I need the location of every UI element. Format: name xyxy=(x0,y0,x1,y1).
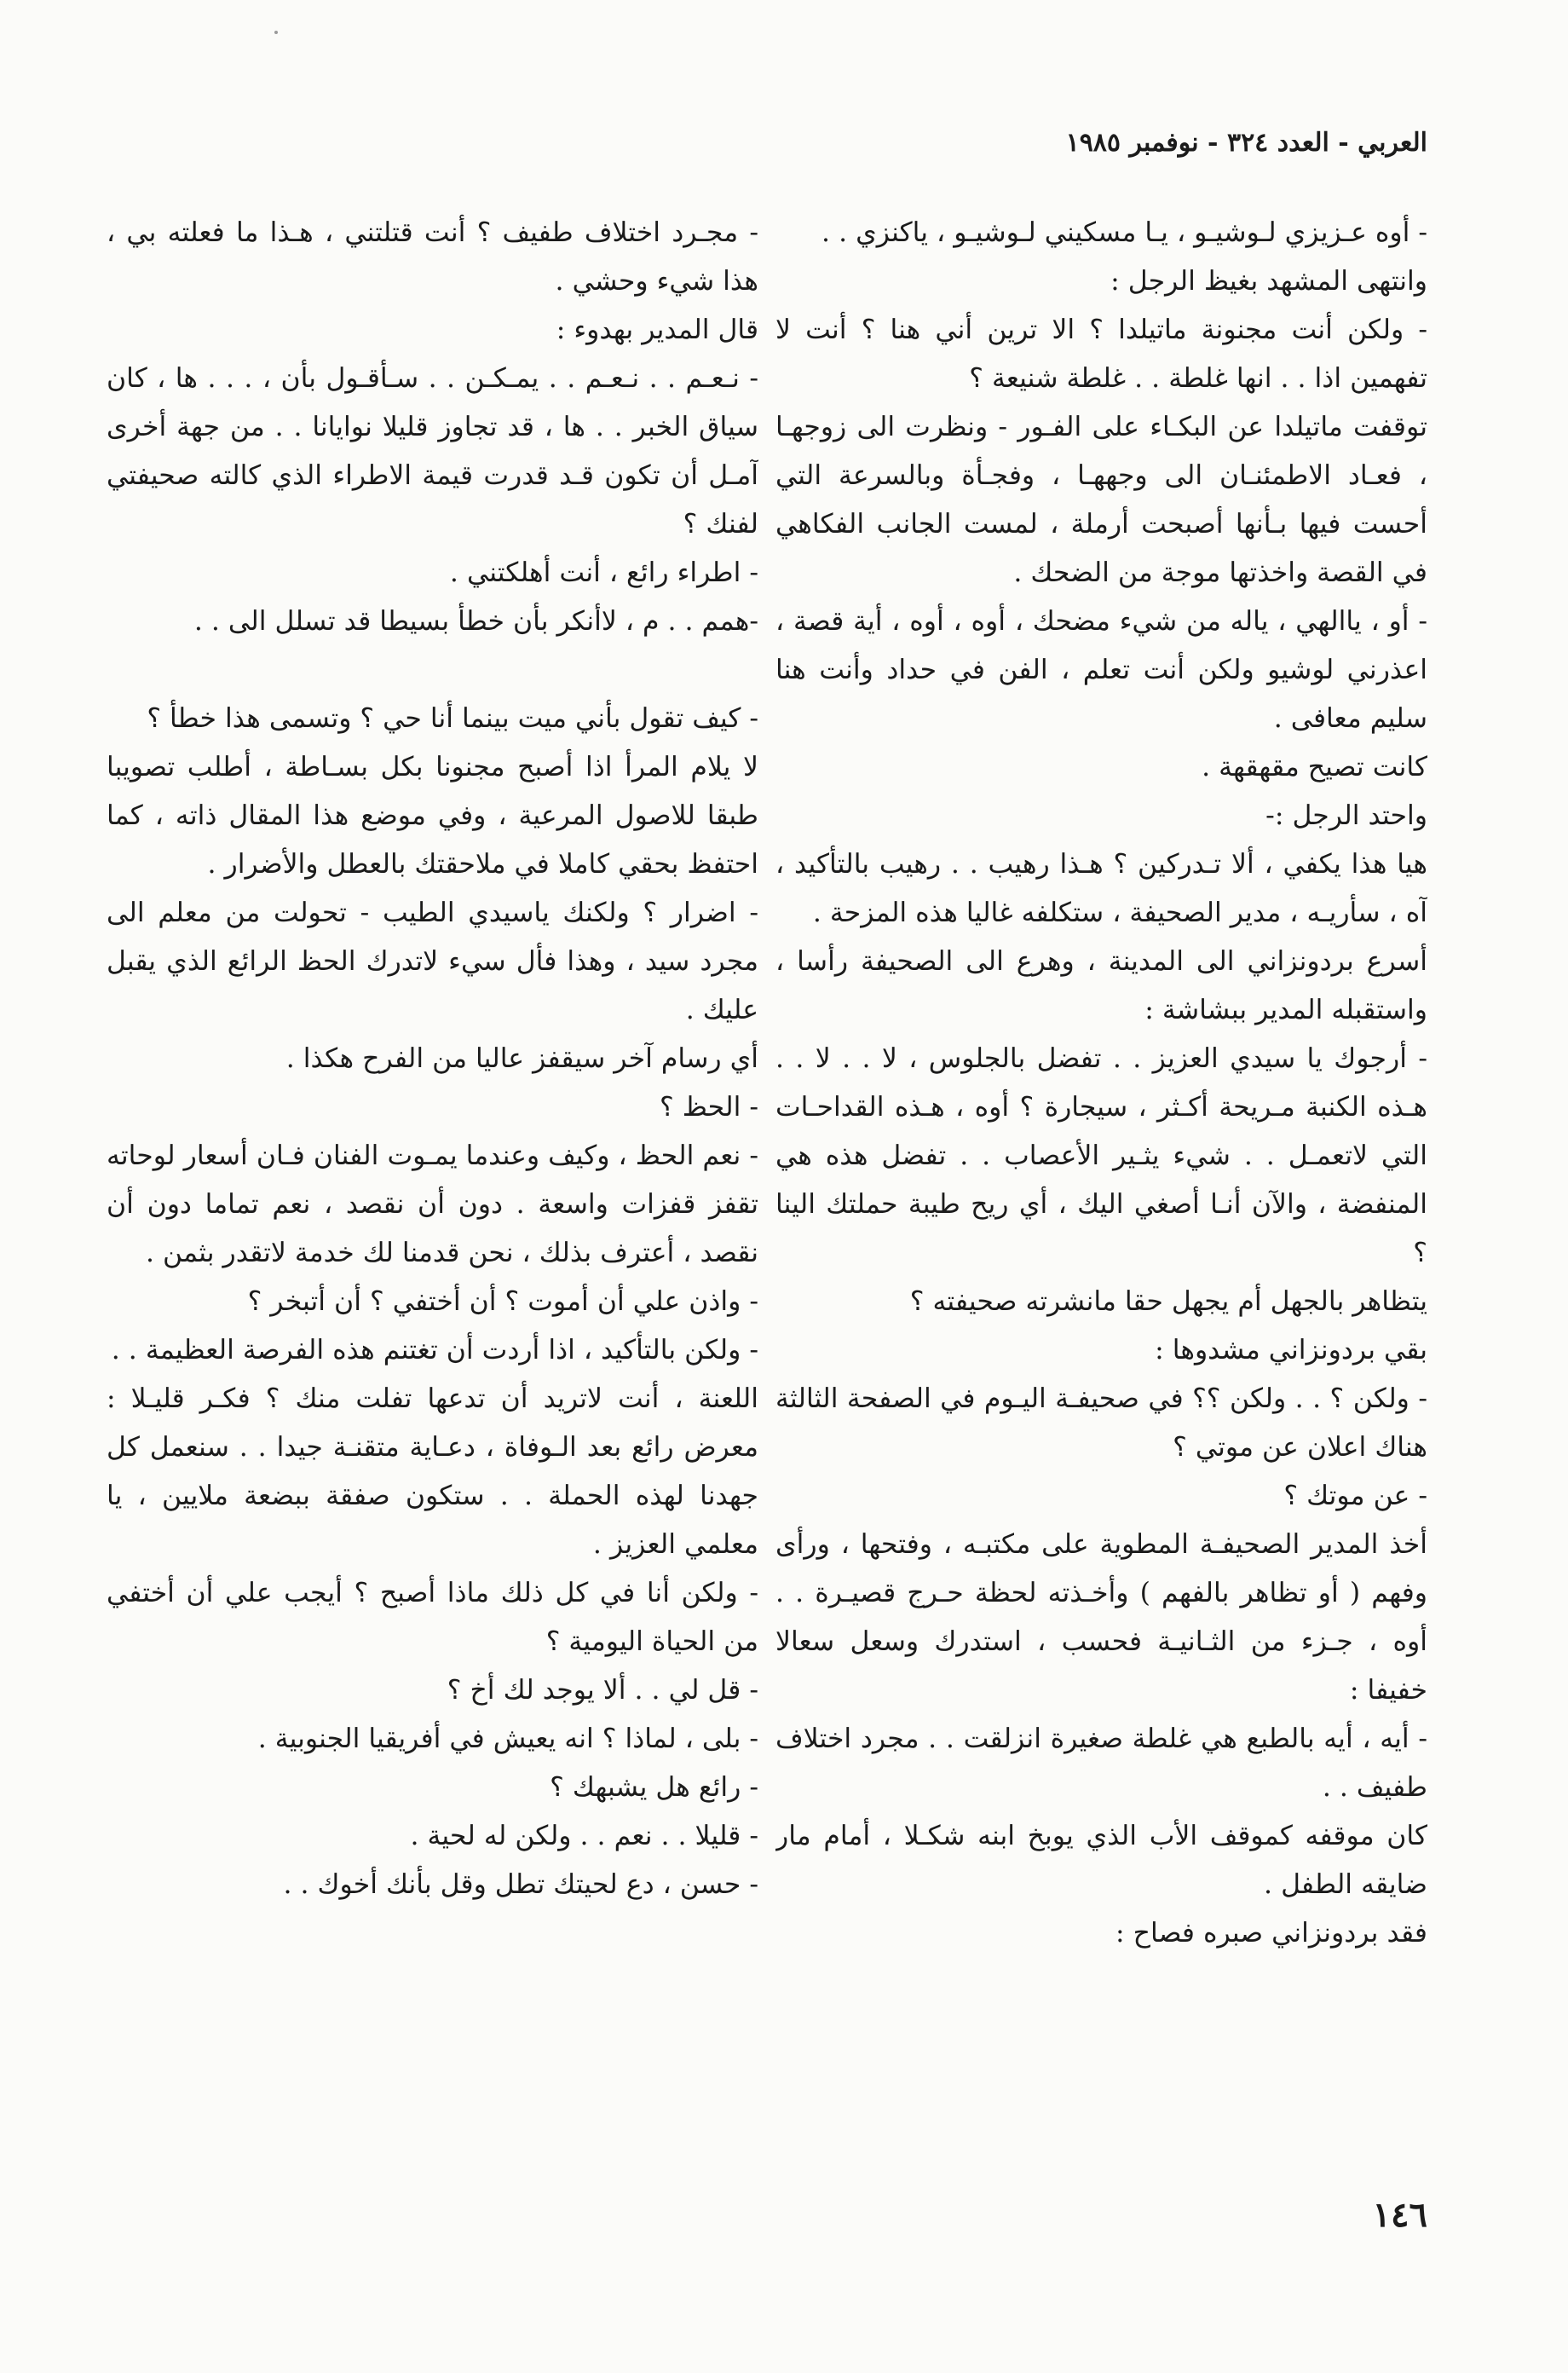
paragraph: - بلى ، لماذا ؟ انه يعيش في أفريقيا الجنوبية . xyxy=(257,1723,758,1754)
paragraph: قال المدير بهدوء : xyxy=(556,315,758,345)
paragraph: يتظاهر بالجهل أم يجهل حقا مانشرته صحيفته ؟ xyxy=(909,1286,1427,1317)
paragraph: كان موقفه كموقف الأب الذي يوبخ ابنه شكـلا ، أمام مار ضايقه الطفل . xyxy=(775,1821,1427,1900)
paragraph: واحتد الرجل :- xyxy=(1265,800,1427,831)
paragraph: - أو ، ياالهي ، ياله من شيء مضحك ، أوه ، أوه ، أية قصة ، اعذرني لوشيو ولكن أنت تعلم ، الفن في حداد وأنت هنا سليم معافى . xyxy=(775,606,1427,734)
paragraph: هيا هذا يكفي ، ألا تـدركين ؟ هـذا رهيب . . رهيب بالتأكيد ، آه ، سأريـه ، مدير الصحيفة ، ستكلفه غاليا هذه المزحة . xyxy=(775,849,1427,928)
paragraph: - قل لي . . ألا يوجد لك أخ ؟ xyxy=(447,1675,758,1706)
paragraph: - كيف تقول بأني ميت بينما أنا حي ؟ وتسمى هذا خطأ ؟ xyxy=(147,703,758,734)
paragraph: - نعم الحظ ، وكيف وعندما يمـوت الفنان فـان أسعار لوحاته تقفز قفزات واسعة . دون أن نقصد ، نعم تماما دون أن نقصد ، أعترف بذلك ، نحن قدمنا لك خدمة لاتقدر بثمن . xyxy=(107,1140,758,1268)
paragraph: - أوه عـزيزي لـوشيـو ، يـا مسكيني لـوشيـو ، ياكنزي . . xyxy=(821,217,1427,248)
paragraph: أسرع بردونزاني الى المدينة ، وهرع الى الصحيفة رأسا ، واستقبله المدير ببشاشة : xyxy=(775,946,1427,1025)
paragraph: -همم . . م ، لاأنكر بأن خطأ بسيطا قد تسلل الى . . xyxy=(193,606,758,637)
left-column xyxy=(107,209,758,2169)
paragraph: - أيه ، أيه بالطبع هي غلطة صغيرة انزلقت . . مجرد اختلاف طفيف . . xyxy=(775,1723,1427,1803)
paragraph: لا يلام المرأ اذا أصبح مجنونا بكل بسـاطة ، أطلب تصويبا طبقا للاصول المرعية ، وفي موضع هذا المقال ذاته ، كما احتفظ بحقي كاملا في ملاحقتك بالعطل والأضرار . xyxy=(107,752,758,880)
paragraph: بقي بردونزاني مشدوها : xyxy=(1155,1335,1427,1365)
paragraph: أخذ المدير الصحيفـة المطوية على مكتبـه ، وفتحها ، ورأى وفهم ( أو تظاهر بالفهم ) وأخـذته لحظة حـرج قصيـرة . . أوه ، جـزء من الثـانيـة فحسب ، استدرك وسعل سعالا خفيفا : xyxy=(775,1529,1427,1706)
paragraph: - مجـرد اختلاف طفيف ؟ أنت قتلتني ، هـذا ما فعلته بي ، هذا شيء وحشي . xyxy=(107,217,758,297)
paragraph: - حسن ، دع لحيتك تطل وقل بأنك أخوك . . xyxy=(283,1869,758,1900)
paragraph: توقفت ماتيلدا عن البكـاء على الفـور - ونظرت الى زوجهـا ، فعـاد الاطمئنـان الى وجههـا ، وفجـأة وبالسرعة التي أحست فيها بـأنها أصبحت أرملة ، لمست الجانب الفكاهي في القصة واخذتها موجة من الضحك . xyxy=(775,412,1427,588)
paragraph: - واذن علي أن أموت ؟ أن أختفي ؟ أن أتبخر ؟ xyxy=(247,1286,758,1317)
paragraph: - ولكن أنا في كل ذلك ماذا أصبح ؟ أيجب علي أن أختفي من الحياة اليومية ؟ xyxy=(107,1578,758,1657)
paragraph-gap xyxy=(107,646,758,695)
paragraph: - الحظ ؟ xyxy=(660,1092,758,1123)
paragraph: أي رسام آخر سيقفز عاليا من الفرح هكذا . xyxy=(285,1043,758,1074)
paragraph: - ولكن ؟ . . ولكن ؟؟ في صحيفـة اليـوم في الصفحة الثالثة هناك اعلان عن موتي ؟ xyxy=(775,1383,1427,1463)
scan-speck xyxy=(274,31,278,34)
paragraph: اللعنة ، أنت لاتريد أن تدعها تفلت منك ؟ فكـر قليـلا : معرض رائع بعد الـوفاة ، دعـاية متقنـة جيدا . . سنعمل كل جهدنا لهذه الحملة . . ستكون صفقة ببضعة ملايين ، يا معلمي العزيز . xyxy=(107,1383,758,1560)
running-header: العربي - العدد ٣٢٤ - نوفمبر ١٩٨٥ xyxy=(1065,128,1427,158)
paragraph: كانت تصيح مقهقهة . xyxy=(1202,752,1427,782)
paragraph: - نـعـم . . نـعـم . . يمـكـن . . سـأقـول بأن ، . . . ها ، كان سياق الخبر . . ها ، قد تجاوز قليلا نوايانا . . من جهة أخرى آمـل أن تكون قـد قدرت قيمة الاطراء الذي كالته صحيفتي لفنك ؟ xyxy=(107,363,758,540)
right-column xyxy=(775,209,1427,2169)
paragraph: - قليلا . . نعم . . ولكن له لحية . xyxy=(410,1821,758,1851)
paragraph: - ولكن بالتأكيد ، اذا أردت أن تغتنم هذه الفرصة العظيمة . . xyxy=(111,1335,758,1365)
paragraph: - عن موتك ؟ xyxy=(1283,1481,1427,1511)
paragraph: وانتهى المشهد بغيظ الرجل : xyxy=(1110,266,1427,297)
paragraph: - رائع هل يشبهك ؟ xyxy=(550,1772,758,1803)
paragraph: فقد بردونزاني صبره فصاح : xyxy=(1115,1918,1427,1949)
paragraph: - اطراء رائع ، أنت أهلكتني . xyxy=(449,557,758,588)
paragraph: - اضرار ؟ ولكنك ياسيدي الطيب - تحولت من معلم الى مجرد سيد ، وهذا فأل سيء لاتدرك الحظ الرائع الذي يقبل عليك . xyxy=(107,898,758,1025)
paragraph: - أرجوك يا سيدي العزيز . . تفضل بالجلوس ، لا . . لا . . هـذه الكنبة مـريحة أكـثر ، سيجارة ؟ أوه ، هـذه القداحـات التي لاتعمـل . . شيء يثـير الأعصاب . . تفضل هذه هي المنفضة ، والآن أنـا أصغي اليك ، أي ريح طيبة حملتك الينا ؟ xyxy=(775,1043,1427,1268)
page-number: ١٤٦ xyxy=(1372,2195,1427,2235)
paragraph: - ولكن أنت مجنونة ماتيلدا ؟ الا ترين أني هنا ؟ أنت لا تفهمين اذا . . انها غلطة . . غلطة شنيعة ؟ xyxy=(775,315,1427,394)
